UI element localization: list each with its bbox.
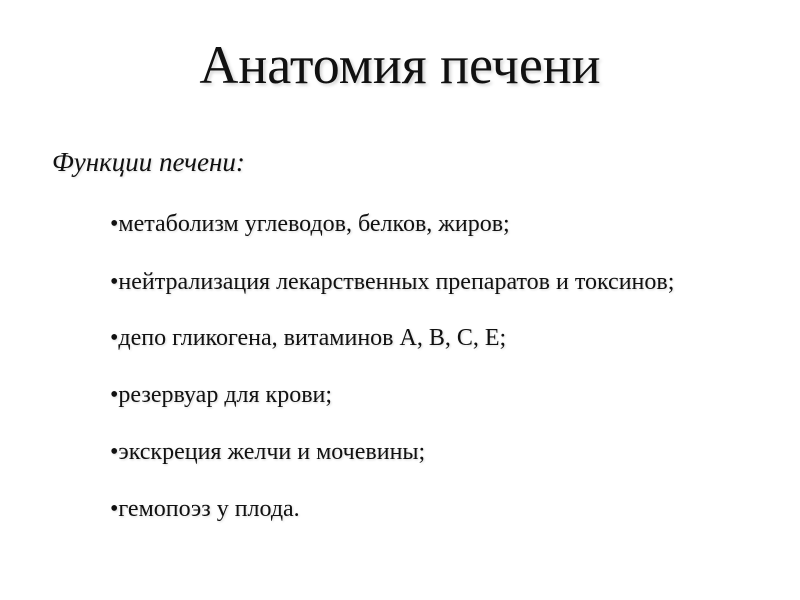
list-item-text: депо гликогена, витаминов А, В, С, Е; (118, 325, 507, 351)
slide-subtitle: Функции печени: (52, 147, 245, 177)
list-item-text: нейтрализация лекарственных препаратов и токсинов; (118, 269, 675, 295)
bullet-icon: • (110, 496, 119, 522)
list-item (70, 428, 742, 476)
bullet-icon: • (110, 211, 119, 237)
bullet-icon: • (110, 269, 119, 295)
slide-title: Анатомия печени (199, 35, 601, 95)
list-item (70, 371, 742, 419)
list-item (70, 485, 742, 533)
list-item (70, 314, 742, 362)
list-item-text: резервуар для крови; (118, 382, 333, 408)
list-item-text: метаболизм углеводов, белков, жиров; (118, 211, 510, 237)
bullet-icon: • (110, 439, 119, 465)
list-item (70, 200, 742, 248)
list-item (70, 258, 742, 306)
bullet-icon: • (110, 382, 119, 408)
list-item-text: гемопоэз у плода. (118, 496, 300, 522)
list-item-text: экскреция желчи и мочевины; (118, 439, 426, 465)
bullet-icon: • (110, 325, 119, 351)
bullet-list (70, 200, 742, 542)
